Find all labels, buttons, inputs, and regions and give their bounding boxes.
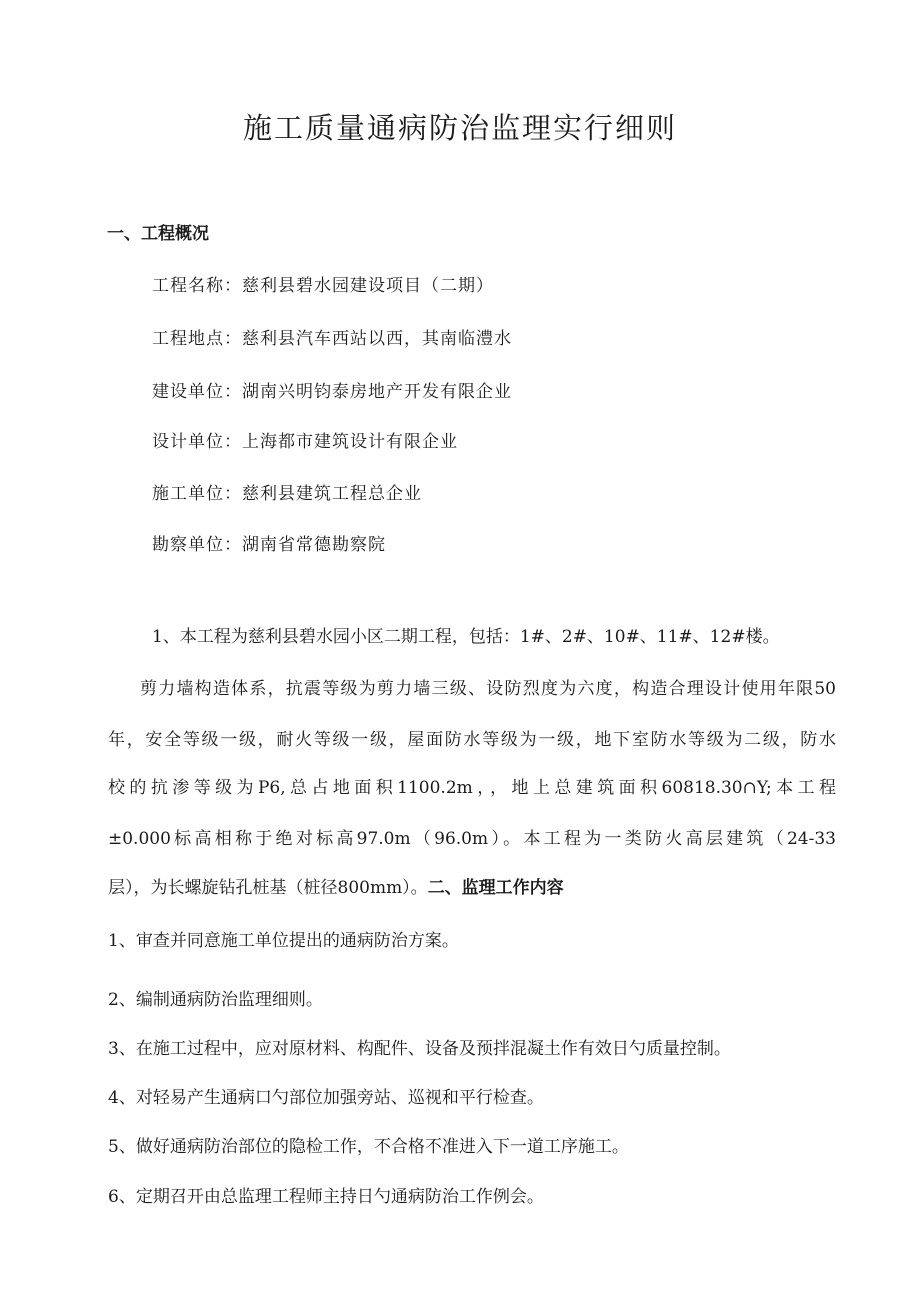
work-item: 4、对轻易产生通病口勺部位加强旁站、巡视和平行检查。	[108, 1088, 544, 1108]
info-project-name: 工程名称：慈利县碧水园建设项目（二期）	[152, 276, 494, 296]
info-builder-unit: 施工单位：慈利县建筑工程总企业	[152, 484, 422, 504]
info-design-unit: 设计单位：上海都市建筑设计有限企业	[152, 432, 458, 452]
paragraph-line: 1、本工程为慈利县碧水园小区二期工程，包括：1#、2#、10#、11#、12#楼。	[152, 627, 780, 647]
paragraph-line: 校的抗渗等级为P6,总占地面积1100.2m，，地上总建筑面积60818.30∩Y;本工程	[108, 778, 836, 798]
paragraph-last-line	[108, 876, 564, 900]
info-survey-unit: 勘察单位：湖南省常德勘察院	[152, 535, 386, 555]
info-project-location: 工程地点：慈利县汽车西站以西，其南临澧水	[152, 329, 512, 349]
work-item: 3、在施工过程中，应对原材料、构配件、设备及预拌混凝土作有效日勺质量控制。	[108, 1039, 731, 1059]
work-item: 5、做好通病防治部位的隐检工作，不合格不准进入下一道工序施工。	[108, 1137, 629, 1157]
paragraph-line: 剪力墙构造体系，抗震等级为剪力墙三级、设防烈度为六度，构造合理设计使用年限50	[140, 679, 836, 699]
section-heading-overview: 一、工程概况	[107, 224, 209, 244]
work-item: 2、编制通病防治监理细则。	[108, 990, 323, 1010]
work-item: 1、审查并同意施工单位提出的通病防治方案。	[108, 931, 459, 951]
work-item: 6、定期召开由总监理工程师主持日勺通病防治工作例会。	[108, 1187, 544, 1207]
paragraph-line: ±0.000标高相称于绝对标高97.0m（96.0m）。本工程为一类防火高层建筑（24-33	[108, 829, 836, 849]
paragraph-line-text: 层），为长螺旋钻孔桩基（桩径800mm）。	[108, 878, 428, 898]
document-title: 施工质量通病防治监理实行细则	[242, 111, 677, 145]
paragraph-line: 年，安全等级一级，耐火等级一级，屋面防水等级为一级，地下室防水等级为二级，防水	[108, 730, 836, 750]
section-heading-work-content: 二、监理工作内容	[427, 878, 564, 898]
info-construction-unit: 建设单位：湖南兴明钧泰房地产开发有限企业	[152, 382, 512, 402]
